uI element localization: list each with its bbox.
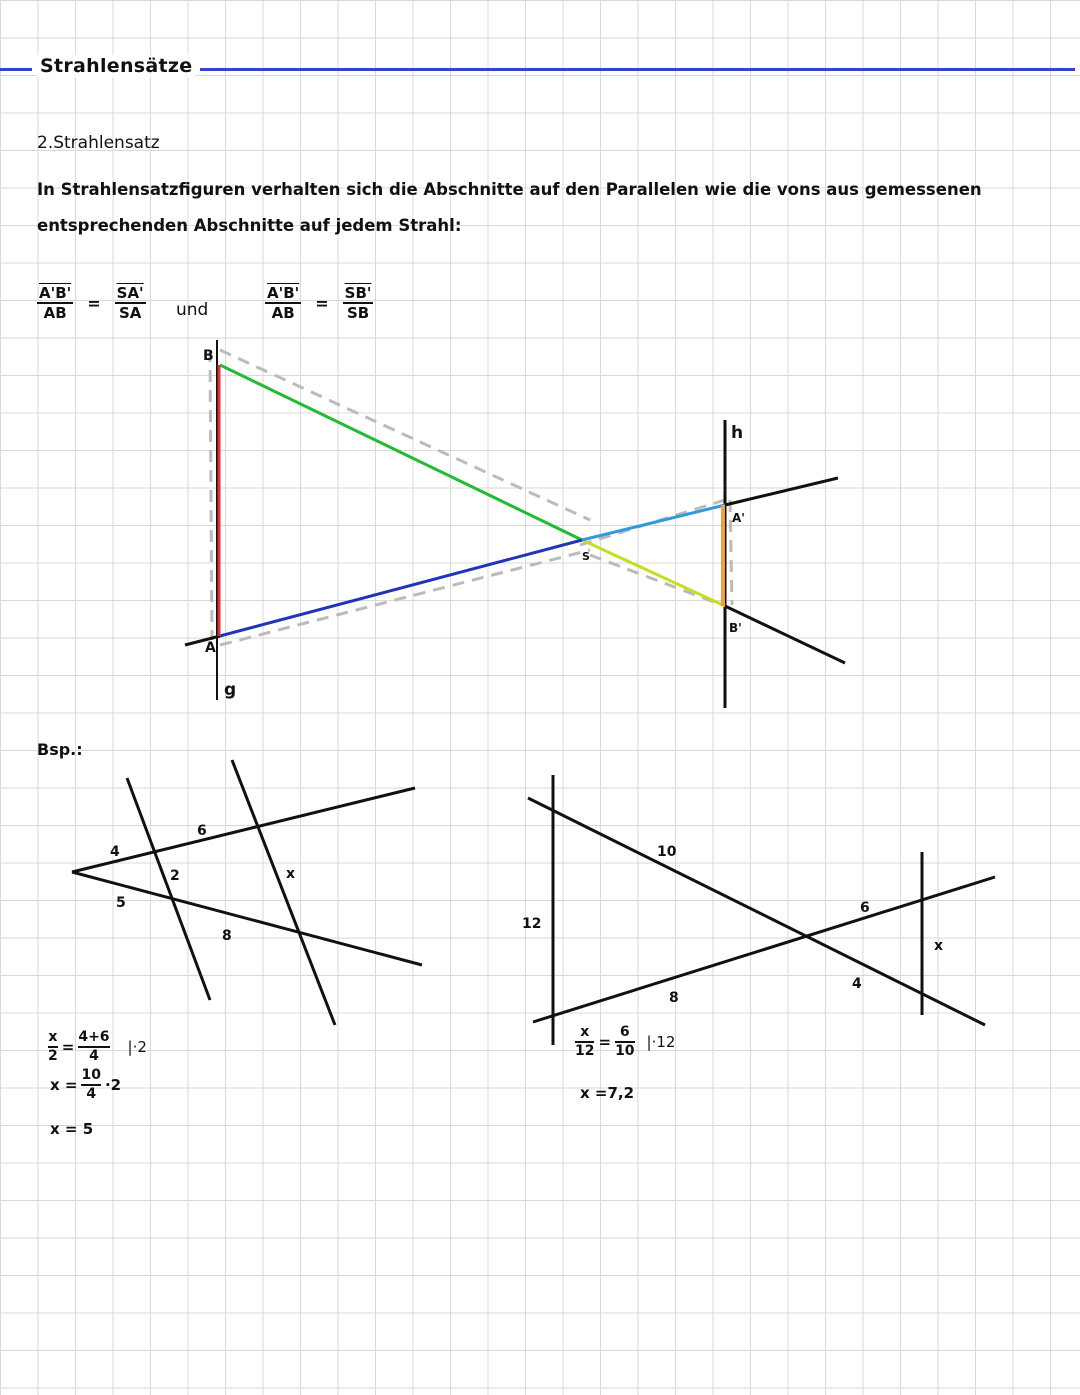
label-right-d: 6 <box>860 900 870 916</box>
fraction <box>48 1030 58 1064</box>
section-description: In Strahlensatzfiguren verhalten sich die Abschnitte auf den Parallelen wie die vons aus gemessenen entsprechenden Abschnitte auf jedem Strahl: <box>37 180 982 235</box>
label-left-e: 8 <box>222 928 232 944</box>
label-right-b: 10 <box>657 844 677 860</box>
label-b-prime: B' <box>729 621 742 635</box>
fraction-numerator: SB' <box>344 284 372 302</box>
fraction-numerator: x <box>580 1024 590 1040</box>
label-h: h <box>731 423 744 443</box>
fraction-denominator: 2 <box>48 1048 58 1064</box>
equals-sign: = <box>87 293 101 313</box>
label-right-e: 4 <box>852 976 862 992</box>
fraction-numerator: SA' <box>116 284 144 302</box>
ray-sb-extension <box>725 606 845 663</box>
fraction-denominator: AB <box>43 304 67 322</box>
left-work-line3: x = 5 <box>50 1120 94 1138</box>
fraction-numerator: 4+6 <box>78 1029 110 1045</box>
example-right-labels <box>522 844 943 1006</box>
left-work-line1 <box>48 1030 147 1064</box>
fraction-numerator: A'B' <box>267 284 300 302</box>
label-left-b: 5 <box>116 895 126 911</box>
intercept-figure <box>185 340 845 708</box>
example-left-figure <box>72 760 422 1025</box>
connector-word: und <box>176 300 209 320</box>
label-b: B <box>203 348 214 364</box>
left-work-line2 <box>50 1068 121 1102</box>
fraction-numerator: A'B' <box>39 284 72 302</box>
fraction-denominator: SB <box>346 304 370 322</box>
ray-sa-extension <box>725 478 838 505</box>
example-label: Bsp.: <box>37 740 83 759</box>
label-a: A <box>205 640 216 656</box>
fraction-denominator: 12 <box>575 1043 595 1059</box>
ray-sb <box>220 365 582 540</box>
tail: ·2 <box>104 1076 122 1094</box>
label-right-c: 8 <box>669 990 679 1006</box>
label-g: g <box>224 680 237 700</box>
label-s: S <box>582 550 590 563</box>
fraction-numerator: 10 <box>81 1067 101 1083</box>
ray-sa-prime <box>582 505 725 540</box>
equals-sign: = <box>61 1038 75 1056</box>
label-left-d: 6 <box>197 823 207 839</box>
fraction-denominator: 4 <box>86 1086 97 1102</box>
lhs: x = <box>50 1076 78 1094</box>
label-right-a: 12 <box>522 916 542 932</box>
label-left-f: x <box>286 866 296 882</box>
fraction-numerator: 6 <box>619 1024 630 1040</box>
right-work-line1 <box>575 1025 675 1059</box>
fraction <box>78 1030 109 1064</box>
label-right-f: x <box>934 938 944 954</box>
label-left-a: 4 <box>110 844 120 860</box>
operation-note: |·2 <box>127 1038 147 1056</box>
equals-sign: = <box>598 1033 612 1051</box>
fraction-denominator: AB <box>271 304 295 322</box>
label-left-c: 2 <box>170 868 180 884</box>
dashed-guides <box>210 350 732 645</box>
section-heading: 2.Strahlensatz <box>37 133 160 153</box>
page-title: Strahlensätze <box>37 55 195 77</box>
fraction-numerator: x <box>48 1029 58 1045</box>
label-a-prime: A' <box>732 511 745 525</box>
fraction <box>615 1025 634 1059</box>
fraction-denominator: SA <box>118 304 142 322</box>
fraction <box>575 1025 594 1059</box>
right-work-line2: x =7,2 <box>580 1084 635 1102</box>
fraction-denominator: 4 <box>89 1048 99 1064</box>
ray-sb-prime <box>582 540 725 606</box>
operation-note: |·12 <box>646 1033 676 1051</box>
fraction <box>81 1068 100 1102</box>
fraction-denominator: 10 <box>615 1043 635 1059</box>
ray-sa <box>220 540 582 636</box>
equals-sign: = <box>315 293 329 313</box>
example-right-figure <box>528 775 995 1045</box>
